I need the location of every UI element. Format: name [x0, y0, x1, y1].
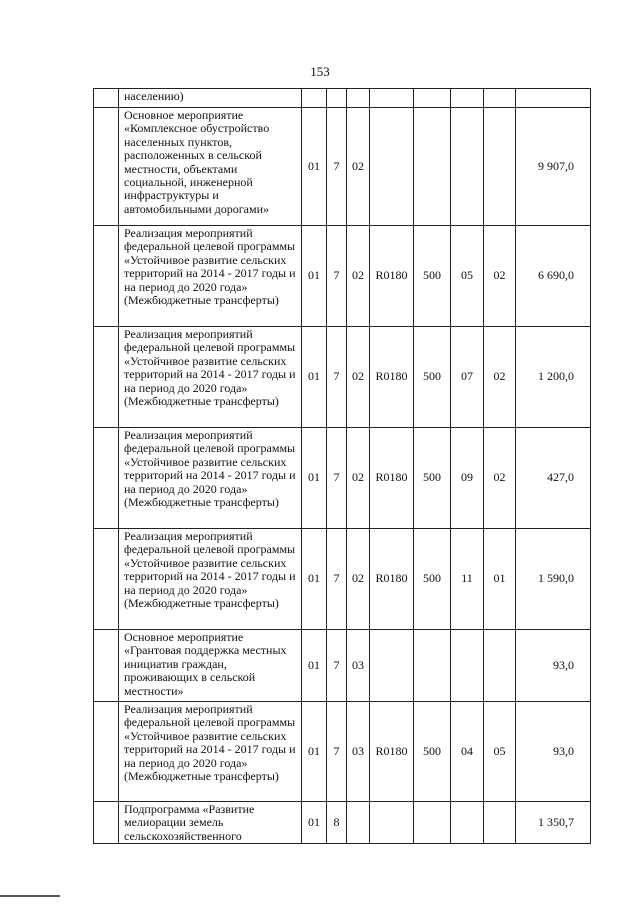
code-cell-c2: 7: [327, 702, 347, 802]
code-cell-c4: [370, 108, 414, 226]
code-cell-c1: 01: [302, 702, 327, 802]
row-sum: 1 590,0: [516, 529, 591, 630]
code-cell-c1: 01: [302, 529, 327, 630]
row-name: Основное мероприятие «Комплексное обустройство населенных пунктов, расположенных в сельской местности, объектами социальной, инженерной инфраструктуры и автомобильными дорогами»: [119, 108, 302, 226]
code-cell-c5: [414, 108, 451, 226]
code-cell-c4: R0180: [370, 529, 414, 630]
code-cell-c3: 02: [347, 529, 370, 630]
code-cell-c3: 02: [347, 108, 370, 226]
code-cell-c1: [302, 89, 327, 108]
code-cell-c4: R0180: [370, 327, 414, 428]
code-cell-c7: [484, 89, 516, 108]
code-cell-c1: 01: [302, 226, 327, 327]
code-cell-c7: [484, 108, 516, 226]
code-cell-c5: 500: [414, 226, 451, 327]
row-sum: 1 200,0: [516, 327, 591, 428]
code-cell-c7: 05: [484, 702, 516, 802]
row-name: Реализация мероприятий федеральной целевой программы «Устойчивое развитие сельских территорий на 2014 - 2017 годы и на период до 2020 года» (Межбюджетные трансферты): [119, 226, 302, 327]
code-cell-c7: [484, 802, 516, 844]
row-indent-cell: [94, 702, 119, 802]
row-name: Основное мероприятие «Грантовая поддержка местных инициатив граждан, проживающих в сельской местности»: [119, 630, 302, 702]
row-indent-cell: [94, 108, 119, 226]
row-sum: 9 907,0: [516, 108, 591, 226]
code-cell-c1: 01: [302, 327, 327, 428]
code-cell-c5: 500: [414, 702, 451, 802]
code-cell-c6: [451, 89, 484, 108]
code-cell-c1: 01: [302, 428, 327, 529]
code-cell-c5: [414, 89, 451, 108]
code-cell-c5: [414, 630, 451, 702]
code-cell-c1: 01: [302, 108, 327, 226]
code-cell-c3: [347, 89, 370, 108]
code-cell-c4: [370, 89, 414, 108]
code-cell-c5: 500: [414, 428, 451, 529]
table-row: [94, 529, 591, 630]
row-indent-cell: [94, 89, 119, 108]
row-indent-cell: [94, 630, 119, 702]
code-cell-c2: 7: [327, 529, 347, 630]
row-sum: 93,0: [516, 630, 591, 702]
code-cell-c6: 11: [451, 529, 484, 630]
code-cell-c4: R0180: [370, 702, 414, 802]
code-cell-c7: 02: [484, 226, 516, 327]
code-cell-c6: [451, 108, 484, 226]
table-row: [94, 226, 591, 327]
code-cell-c7: 02: [484, 428, 516, 529]
row-indent-cell: [94, 428, 119, 529]
budget-table: [93, 88, 591, 844]
code-cell-c2: 7: [327, 327, 347, 428]
code-cell-c2: 7: [327, 428, 347, 529]
row-indent-cell: [94, 802, 119, 844]
code-cell-c7: 01: [484, 529, 516, 630]
row-sum: 6 690,0: [516, 226, 591, 327]
footer-rule: [0, 895, 60, 897]
code-cell-c4: [370, 802, 414, 844]
code-cell-c3: 02: [347, 327, 370, 428]
code-cell-c5: [414, 802, 451, 844]
table-row: [94, 702, 591, 802]
code-cell-c2: 7: [327, 108, 347, 226]
code-cell-c3: 03: [347, 630, 370, 702]
row-name: Подпрограмма «Развитие мелиорации земель сельскохозяйственного: [119, 802, 302, 844]
table-row: [94, 89, 591, 108]
row-name: Реализация мероприятий федеральной целевой программы «Устойчивое развитие сельских территорий на 2014 - 2017 годы и на период до 2020 года» (Межбюджетные трансферты): [119, 702, 302, 802]
code-cell-c2: [327, 89, 347, 108]
code-cell-c7: 02: [484, 327, 516, 428]
table-row: [94, 327, 591, 428]
code-cell-c6: 04: [451, 702, 484, 802]
table-row: [94, 108, 591, 226]
code-cell-c6: [451, 802, 484, 844]
page-number: 153: [310, 64, 330, 79]
code-cell-c1: 01: [302, 802, 327, 844]
row-sum: 427,0: [516, 428, 591, 529]
row-name: населению): [119, 89, 302, 108]
row-sum: [516, 89, 591, 108]
row-name: Реализация мероприятий федеральной целевой программы «Устойчивое развитие сельских территорий на 2014 - 2017 годы и на период до 2020 года» (Межбюджетные трансферты): [119, 529, 302, 630]
row-name: Реализация мероприятий федеральной целевой программы «Устойчивое развитие сельских территорий на 2014 - 2017 годы и на период до 2020 года» (Межбюджетные трансферты): [119, 327, 302, 428]
code-cell-c6: 07: [451, 327, 484, 428]
table-row: [94, 428, 591, 529]
code-cell-c2: 7: [327, 630, 347, 702]
code-cell-c4: R0180: [370, 226, 414, 327]
code-cell-c3: 03: [347, 702, 370, 802]
table-row: [94, 630, 591, 702]
code-cell-c2: 8: [327, 802, 347, 844]
code-cell-c4: R0180: [370, 428, 414, 529]
code-cell-c1: 01: [302, 630, 327, 702]
row-sum: 1 350,7: [516, 802, 591, 844]
table-body: [94, 89, 591, 844]
table-row: [94, 802, 591, 844]
row-indent-cell: [94, 529, 119, 630]
code-cell-c5: 500: [414, 529, 451, 630]
row-indent-cell: [94, 226, 119, 327]
code-cell-c7: [484, 630, 516, 702]
row-indent-cell: [94, 327, 119, 428]
code-cell-c3: 02: [347, 428, 370, 529]
code-cell-c3: [347, 802, 370, 844]
row-name: Реализация мероприятий федеральной целевой программы «Устойчивое развитие сельских территорий на 2014 - 2017 годы и на период до 2020 года» (Межбюджетные трансферты): [119, 428, 302, 529]
code-cell-c6: [451, 630, 484, 702]
row-sum: 93,0: [516, 702, 591, 802]
code-cell-c2: 7: [327, 226, 347, 327]
code-cell-c6: 09: [451, 428, 484, 529]
code-cell-c4: [370, 630, 414, 702]
code-cell-c6: 05: [451, 226, 484, 327]
code-cell-c3: 02: [347, 226, 370, 327]
code-cell-c5: 500: [414, 327, 451, 428]
